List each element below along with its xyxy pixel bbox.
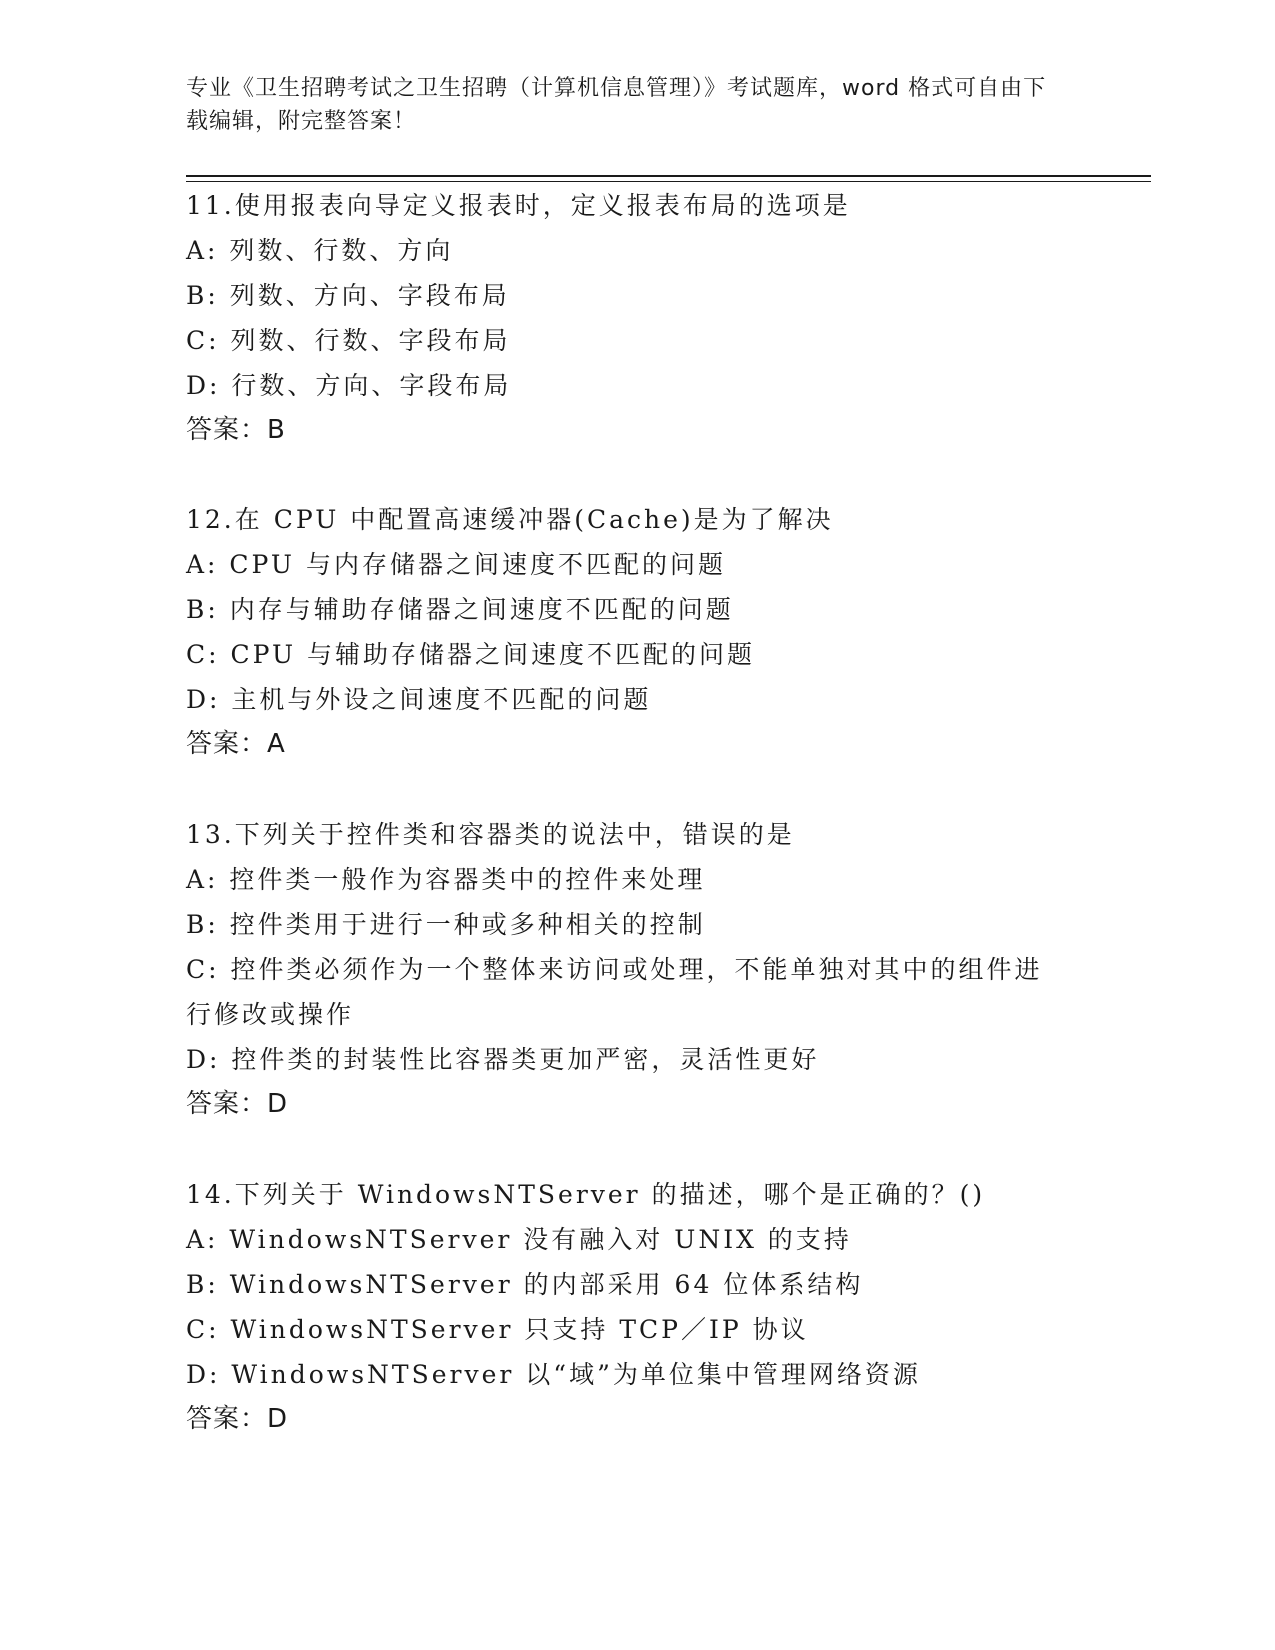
question-12 xyxy=(186,497,1086,767)
header-divider-thick xyxy=(186,175,1151,177)
option-c: C: 列数、行数、字段布局 xyxy=(186,326,511,355)
option-d: D: WindowsNTServer 以“域”为单位集中管理网络资源 xyxy=(186,1360,921,1389)
option-d: D: 控件类的封装性比容器类更加严密，灵活性更好 xyxy=(186,1045,820,1074)
answer: 答案：B xyxy=(186,415,286,445)
answer: 答案：A xyxy=(186,729,286,759)
option-a: A: CPU 与内存储器之间速度不匹配的问题 xyxy=(186,550,726,579)
option-a: A: 列数、行数、方向 xyxy=(186,236,454,265)
answer: 答案：D xyxy=(186,1404,289,1434)
option-c: C: 控件类必须作为一个整体来访问或处理，不能单独对其中的组件进行修改或操作 xyxy=(186,955,1043,1029)
question-stem: 12.在 CPU 中配置高速缓冲器(Cache)是为了解决 xyxy=(186,505,834,534)
option-a: A: 控件类一般作为容器类中的控件来处理 xyxy=(186,865,706,894)
question-stem: 14.下列关于 WindowsNTServer 的描述，哪个是正确的？() xyxy=(186,1180,986,1209)
option-c: C: WindowsNTServer 只支持 TCP／IP 协议 xyxy=(186,1315,809,1344)
question-11 xyxy=(186,183,1086,453)
question-14 xyxy=(186,1172,1086,1442)
option-d: D: 行数、方向、字段布局 xyxy=(186,371,512,400)
option-c: C: CPU 与辅助存储器之间速度不匹配的问题 xyxy=(186,640,756,669)
header-divider-thin xyxy=(186,181,1151,182)
question-stem: 13.下列关于控件类和容器类的说法中，错误的是 xyxy=(186,820,795,849)
option-a: A: WindowsNTServer 没有融入对 UNIX 的支持 xyxy=(186,1225,852,1254)
option-b: B: 内存与辅助存储器之间速度不匹配的问题 xyxy=(186,595,734,624)
document-header: 专业《卫生招聘考试之卫生招聘（计算机信息管理）》考试题库，word 格式可自由下载编辑，附完整答案！ xyxy=(186,76,1047,134)
option-b: B: 列数、方向、字段布局 xyxy=(186,281,510,310)
option-d: D: 主机与外设之间速度不匹配的问题 xyxy=(186,685,652,714)
question-stem: 11.使用报表向导定义报表时，定义报表布局的选项是 xyxy=(186,191,851,220)
answer: 答案：D xyxy=(186,1089,289,1119)
option-b: B: 控件类用于进行一种或多种相关的控制 xyxy=(186,910,706,939)
option-b: B: WindowsNTServer 的内部采用 64 位体系结构 xyxy=(186,1270,864,1299)
question-13 xyxy=(186,812,1086,1127)
